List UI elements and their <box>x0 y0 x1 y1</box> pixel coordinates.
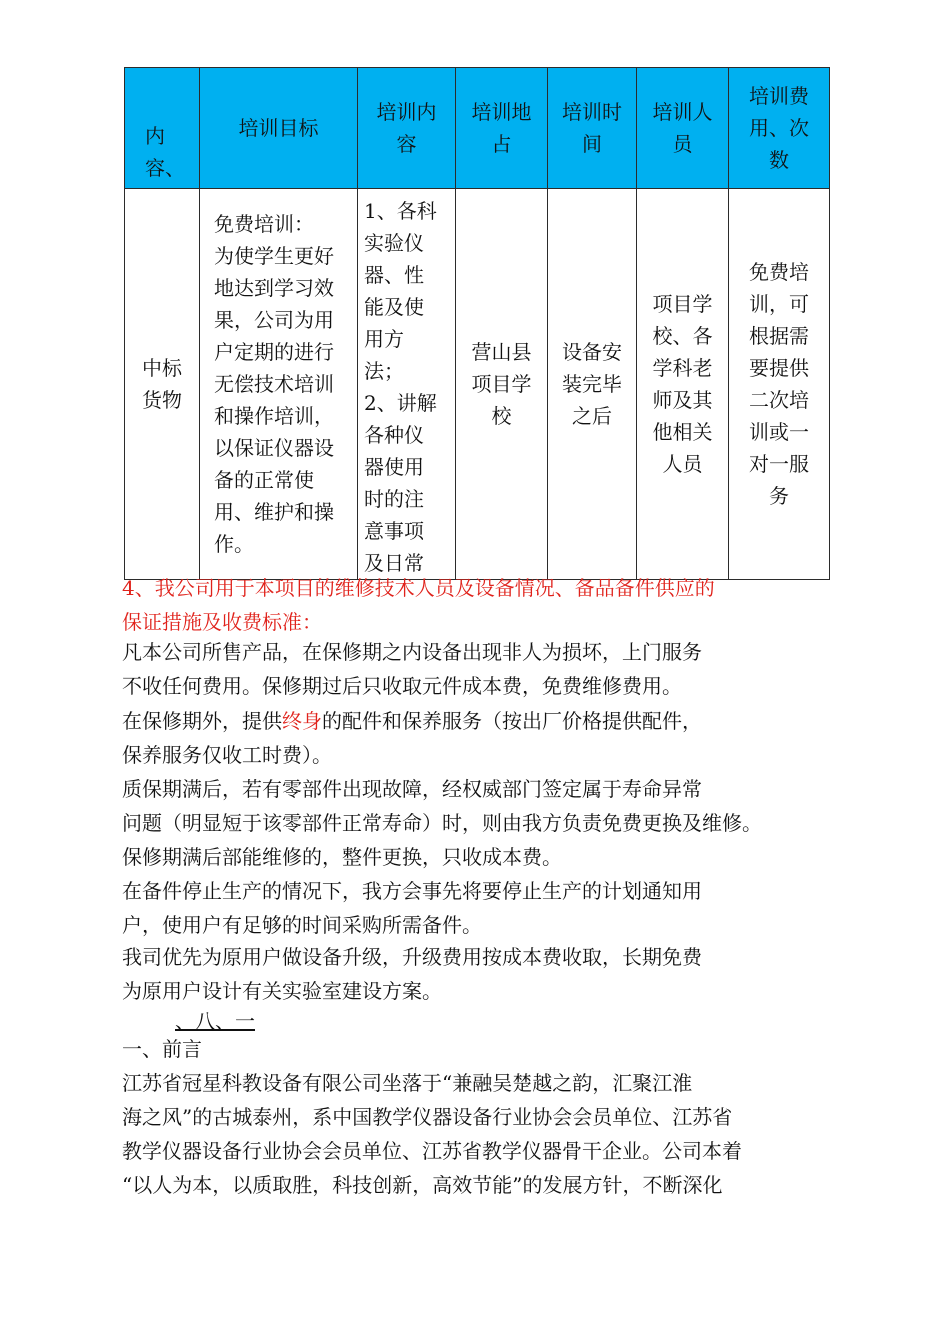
p2-highlight: 终身 <box>282 709 322 733</box>
section-4-heading: 4、我公司用于本项目的维修技术人员及设备情况、备品备件供应的 保证措施及收费标准： <box>122 576 715 634</box>
training-table <box>124 67 830 580</box>
header-cell-fee: 培训费 用、次 数 <box>729 68 830 189</box>
paragraph-warranty: 凡本公司所售产品，在保修期之内设备出现非人为损坏，上门服务 不收任何费用。保修期过后只收取元件成本费，免费维修费用。 <box>122 640 702 698</box>
cell-time: 设备安 装完毕 之后 <box>548 189 637 580</box>
paragraph-upgrade: 我司优先为原用户做设备升级，升级费用按成本费收取，长期免费 为原用户设计有关实验室建设方案。 <box>122 945 702 1003</box>
header-cell-topic: 培训内 容 <box>358 68 456 189</box>
header-cell-goal: 培训目标 <box>200 68 358 189</box>
paragraph-replacement: 保修期满后部能维修的，整件更换，只收成本费。 <box>122 845 562 869</box>
cell-location: 营山县 项目学 校 <box>456 189 548 580</box>
cell-item: 中标 货物 <box>125 189 200 580</box>
paragraph-spare-parts: 在备件停止生产的情况下，我方会事先将要停止生产的计划通知用 户，使用户有足够的时间采购所需备件。 <box>122 879 702 937</box>
header-cell-people: 培训人 员 <box>637 68 729 189</box>
section-marker: 、八、一 <box>175 1009 255 1033</box>
p2-text-before: 在保修期外，提供 <box>122 709 282 733</box>
p2-text-after: 的配件和保养服务（按出厂价格提供配件， 保养服务仅收工时费）。 <box>122 709 702 767</box>
table-header-row <box>125 68 830 189</box>
section-title-preface: 一、前言 <box>122 1037 202 1061</box>
header-cell-time: 培训时 间 <box>548 68 637 189</box>
cell-fee: 免费培 训，可 根据需 要提供 二次培 训或一 对一服 务 <box>729 189 830 580</box>
cell-topic: 1、各科 实验仪 器、性 能及使 用方 法； 2、讲解 各种仪 器使用 时的注 意事项 及日常 <box>358 189 456 580</box>
header-cell-content: 内 容、 <box>125 68 200 189</box>
table-row <box>125 189 830 580</box>
paragraph-company-intro: 江苏省冠星科教设备有限公司坐落于“兼融吴楚越之韵，汇聚江淮 海之风”的古城泰州，系中国教学仪器设备行业协会会员单位、江苏省 教学仪器设备行业协会会员单位、江苏省教学仪器骨干企业。公司本着 “以人为本，以质取胜，科技创新，高效节能”的发展方针，不断深化 <box>122 1071 742 1197</box>
paragraph-lifetime-service <box>122 704 834 772</box>
paragraph-quality-guarantee: 质保期满后，若有零部件出现故障，经权威部门签定属于寿命异常 问题（明显短于该零部件正常寿命）时，则由我方负责免费更换及维修。 <box>122 777 762 835</box>
cell-people: 项目学 校、各 学科老 师及其 他相关 人员 <box>637 189 729 580</box>
header-cell-location: 培训地 占 <box>456 68 548 189</box>
cell-goal: 免费培训： 为使学生更好 地达到学习效 果，公司为用 户定期的进行 无偿技术培训 和操作培训， 以保证仪器设 备的正常使 用、维护和操 作。 <box>200 189 358 580</box>
